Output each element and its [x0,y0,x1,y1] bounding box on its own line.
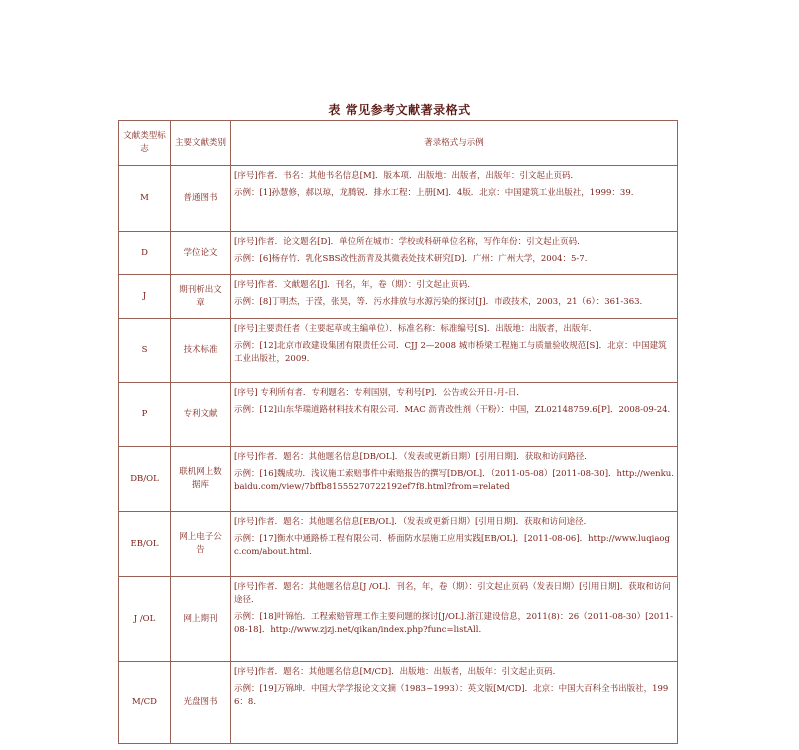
document-type-code: D [119,232,171,275]
document-type-code: DB/OL [119,447,171,512]
document-type-code: M/CD [119,662,171,744]
table-header-row [119,121,678,166]
table-row [119,383,678,447]
example-line: 示例：[12]北京市政建设集团有限责任公司．CJJ 2—2008 城市桥梁工程施工与质量验收规范[S]．北京：中国建筑工业出版社，2009. [234,341,667,364]
document-category: 技术标准 [171,319,231,383]
table-row [119,166,678,232]
example-line: 示例：[16]魏成功．浅议施工索赔事件中索赔报告的撰写[DB/OL]．（2011-05-08）[2011-08-30]．http://wenku.baidu.com/view/7bffb81555270722192ef7f8.html?from=related [234,469,674,492]
table-row [119,577,678,662]
document-category: 网上期刊 [171,577,231,662]
table-row [119,232,678,275]
format-line: [序号]作者．书名：其他书名信息[M]．版本项．出版地：出版者，出版年：引文起止页码． [234,171,579,181]
table-row [119,512,678,577]
reference-format-table [118,120,678,744]
example-line: 示例：[8]丁明杰，于滢，张昊，等．污水排放与水源污染的探讨[J]．市政技术，2003，21（6）：361-363. [234,297,643,307]
format-line: [序号]作者．题名：其他题名信息[M/CD]．出版地：出版者，出版年：引文起止页码． [234,667,562,677]
example-line: 示例：[18]叶锦怡．工程索赔管理工作主要问题的探讨[J/OL].浙江建设信息，2011(8)：26（2011-08-30）[2011-08-18]．http://www.zjzj.net/qikan/index.php?func=listAll. [234,612,673,635]
document-category: 光盘图书 [171,662,231,744]
document-type-code: M [119,166,171,232]
table-row [119,447,678,512]
format-cell [231,232,678,275]
format-cell [231,512,678,577]
format-cell [231,166,678,232]
header-document-category: 主要文献类别 [171,121,231,166]
example-line: 示例：[1]孙慧修，郝以琼，龙腾锐．排水工程：上册[M]．4版．北京：中国建筑工业出版社，1999：39. [234,188,634,198]
example-line: 示例：[19]万锦坤．中国大学学报论文文摘（1983~1993）：英文版[M/CD]．北京：中国大百科全书出版社，1996：8. [234,684,669,707]
table-row [119,319,678,383]
format-line: [序号]作者．论文题名[D]．单位所在城市：学校或科研单位名称，写作年份：引文起止页码． [234,237,586,247]
header-document-type-code: 文献类型标志 [119,121,171,166]
format-cell [231,662,678,744]
format-line: [序号] 专利所有者．专利题名：专利国别，专利号[P]．公告或公开日-月-日． [234,388,525,398]
header-format-and-example: 著录格式与示例 [231,121,678,166]
document-type-code: J /OL [119,577,171,662]
document-type-code: J [119,275,171,319]
format-line: [序号]作者．题名：其他题名信息[EB/OL]．（发表或更新日期）[引用日期]．获取和访问途径． [234,517,593,527]
format-cell [231,447,678,512]
document-type-code: S [119,319,171,383]
example-line: 示例：[12]山东华瑞道路材料技术有限公司．MAC 沥青改性剂（干粉）：中国，ZL02148759.6[P]．2008-09-24. [234,405,671,415]
format-cell [231,319,678,383]
example-line: 示例：[6]杨存竹．乳化SBS改性沥青及其微表处技术研究[D]．广州：广州大学，2004：5-7. [234,254,588,264]
format-cell [231,577,678,662]
document-category: 专利文献 [171,383,231,447]
table-row [119,275,678,319]
format-cell [231,275,678,319]
format-line: [序号]作者．题名：其他题名信息[J /OL]．刊名，年，卷（期）：引文起止页码（发表日期）[引用日期]．获取和访问途径． [234,582,671,605]
document-category: 网上电子公告 [171,512,231,577]
document-type-code: P [119,383,171,447]
document-type-code: EB/OL [119,512,171,577]
table-row [119,662,678,744]
format-line: [序号]作者．题名：其他题名信息[DB/OL]．（发表或更新日期）[引用日期]．获取和访问路径． [234,452,593,462]
document-category: 期刊析出文章 [171,275,231,319]
document-category: 联机网上数据库 [171,447,231,512]
format-line: [序号]作者．文献题名[J]．刊名，年，卷（期）：引文起止页码． [234,280,476,290]
document-category: 普通图书 [171,166,231,232]
format-line: [序号]主要责任者（主要起草或主编单位）．标准名称：标准编号[S]．出版地：出版者，出版年． [234,324,598,334]
example-line: 示例：[17]衡水中通路桥工程有限公司．桥面防水层施工应用实践[EB/OL]．[2011-08-06]．http://www.luqiaogc.com/about.html. [234,534,670,557]
document-category: 学位论文 [171,232,231,275]
table-title: 表 常见参考文献著录格式 [328,103,471,117]
format-cell [231,383,678,447]
